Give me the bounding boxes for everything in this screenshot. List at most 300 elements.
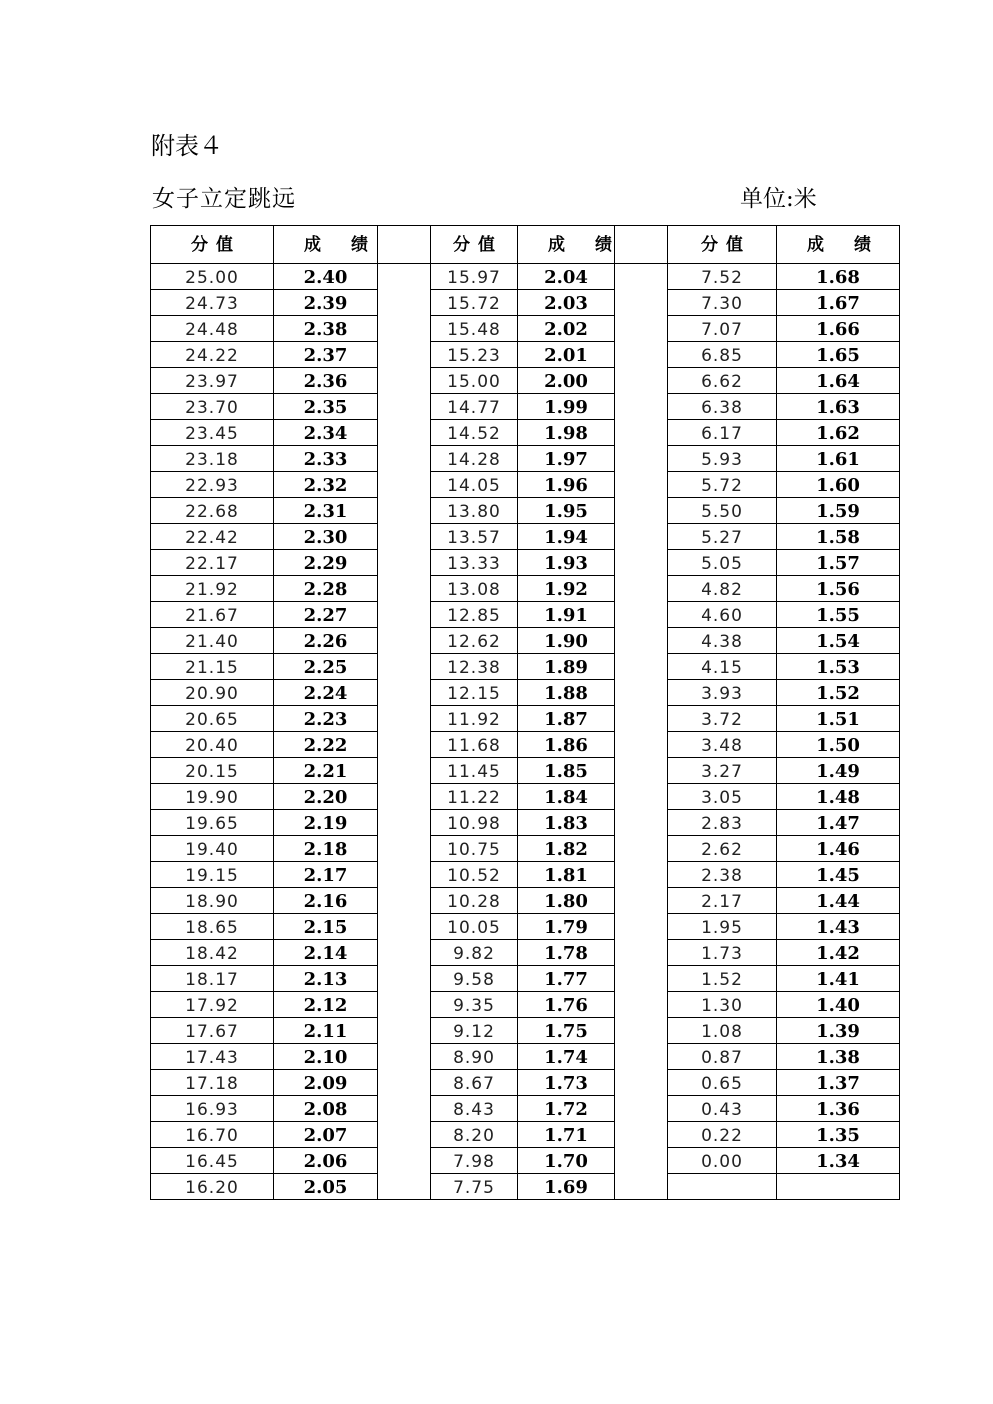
score-cell: 11.22 bbox=[431, 784, 518, 810]
result-column-header: 成绩 bbox=[274, 226, 378, 264]
score-cell: 15.72 bbox=[431, 290, 518, 316]
score-cell: 21.67 bbox=[151, 602, 274, 628]
result-cell: 1.83 bbox=[518, 810, 615, 836]
score-cell: 15.23 bbox=[431, 342, 518, 368]
score-cell: 2.62 bbox=[668, 836, 777, 862]
score-cell: 0.87 bbox=[668, 1044, 777, 1070]
column-gap bbox=[615, 1070, 668, 1096]
score-cell: 19.40 bbox=[151, 836, 274, 862]
table-row bbox=[151, 784, 900, 810]
score-cell: 3.27 bbox=[668, 758, 777, 784]
result-cell: 1.45 bbox=[777, 862, 900, 888]
result-cell: 1.40 bbox=[777, 992, 900, 1018]
score-cell: 14.77 bbox=[431, 394, 518, 420]
result-cell: 1.90 bbox=[518, 628, 615, 654]
result-cell: 1.94 bbox=[518, 524, 615, 550]
result-cell: 1.60 bbox=[777, 472, 900, 498]
score-cell: 3.48 bbox=[668, 732, 777, 758]
column-gap bbox=[615, 992, 668, 1018]
score-cell: 14.28 bbox=[431, 446, 518, 472]
score-cell: 11.68 bbox=[431, 732, 518, 758]
score-column-header: 分值 bbox=[668, 226, 777, 264]
result-cell: 2.34 bbox=[274, 420, 378, 446]
result-cell: 1.41 bbox=[777, 966, 900, 992]
column-gap bbox=[378, 290, 431, 316]
result-cell: 1.50 bbox=[777, 732, 900, 758]
result-cell: 1.61 bbox=[777, 446, 900, 472]
column-gap bbox=[615, 1122, 668, 1148]
table-row bbox=[151, 394, 900, 420]
score-cell: 23.45 bbox=[151, 420, 274, 446]
result-cell: 2.26 bbox=[274, 628, 378, 654]
column-gap bbox=[615, 602, 668, 628]
column-gap bbox=[615, 1044, 668, 1070]
score-cell: 21.15 bbox=[151, 654, 274, 680]
table-row bbox=[151, 628, 900, 654]
score-cell: 21.40 bbox=[151, 628, 274, 654]
score-cell: 8.67 bbox=[431, 1070, 518, 1096]
table-row bbox=[151, 1174, 900, 1200]
score-cell: 4.60 bbox=[668, 602, 777, 628]
score-cell: 13.08 bbox=[431, 576, 518, 602]
result-cell: 2.08 bbox=[274, 1096, 378, 1122]
result-cell: 2.02 bbox=[518, 316, 615, 342]
result-cell: 2.27 bbox=[274, 602, 378, 628]
column-gap bbox=[615, 1174, 668, 1200]
column-gap bbox=[378, 394, 431, 420]
score-cell: 1.73 bbox=[668, 940, 777, 966]
score-cell: 9.12 bbox=[431, 1018, 518, 1044]
result-cell: 1.54 bbox=[777, 628, 900, 654]
score-cell: 5.93 bbox=[668, 446, 777, 472]
column-gap bbox=[378, 1122, 431, 1148]
score-cell: 22.42 bbox=[151, 524, 274, 550]
result-cell: 2.09 bbox=[274, 1070, 378, 1096]
score-cell: 5.50 bbox=[668, 498, 777, 524]
score-cell: 5.27 bbox=[668, 524, 777, 550]
result-cell: 2.05 bbox=[274, 1174, 378, 1200]
result-cell: 1.64 bbox=[777, 368, 900, 394]
column-gap bbox=[378, 888, 431, 914]
result-cell: 1.58 bbox=[777, 524, 900, 550]
result-cell: 1.62 bbox=[777, 420, 900, 446]
column-gap bbox=[615, 316, 668, 342]
score-cell: 6.17 bbox=[668, 420, 777, 446]
table-header-row bbox=[151, 226, 900, 264]
result-cell: 1.86 bbox=[518, 732, 615, 758]
result-cell: 2.35 bbox=[274, 394, 378, 420]
table-row bbox=[151, 420, 900, 446]
table-row bbox=[151, 1096, 900, 1122]
column-gap bbox=[378, 1070, 431, 1096]
table-row bbox=[151, 966, 900, 992]
score-cell: 5.05 bbox=[668, 550, 777, 576]
result-cell: 1.66 bbox=[777, 316, 900, 342]
column-gap bbox=[378, 446, 431, 472]
column-gap bbox=[615, 264, 668, 290]
result-cell: 1.78 bbox=[518, 940, 615, 966]
result-cell: 1.51 bbox=[777, 706, 900, 732]
score-cell: 11.92 bbox=[431, 706, 518, 732]
score-cell: 7.98 bbox=[431, 1148, 518, 1174]
column-gap bbox=[378, 1148, 431, 1174]
result-cell: 2.23 bbox=[274, 706, 378, 732]
table-row bbox=[151, 680, 900, 706]
score-cell: 17.92 bbox=[151, 992, 274, 1018]
score-cell: 15.97 bbox=[431, 264, 518, 290]
score-cell: 8.90 bbox=[431, 1044, 518, 1070]
column-gap bbox=[615, 472, 668, 498]
result-cell: 2.19 bbox=[274, 810, 378, 836]
score-cell: 19.65 bbox=[151, 810, 274, 836]
result-cell: 1.57 bbox=[777, 550, 900, 576]
result-cell: 1.36 bbox=[777, 1096, 900, 1122]
result-cell: 1.74 bbox=[518, 1044, 615, 1070]
score-cell: 15.00 bbox=[431, 368, 518, 394]
result-cell: 1.48 bbox=[777, 784, 900, 810]
column-gap bbox=[615, 732, 668, 758]
column-gap bbox=[615, 810, 668, 836]
result-cell: 1.44 bbox=[777, 888, 900, 914]
column-gap bbox=[378, 810, 431, 836]
column-gap bbox=[378, 524, 431, 550]
result-cell: 2.25 bbox=[274, 654, 378, 680]
result-cell: 2.31 bbox=[274, 498, 378, 524]
score-cell: 23.70 bbox=[151, 394, 274, 420]
result-cell: 1.71 bbox=[518, 1122, 615, 1148]
score-cell: 6.38 bbox=[668, 394, 777, 420]
column-gap bbox=[378, 550, 431, 576]
column-gap bbox=[378, 914, 431, 940]
column-gap bbox=[378, 732, 431, 758]
score-cell: 18.65 bbox=[151, 914, 274, 940]
column-gap bbox=[615, 446, 668, 472]
column-gap bbox=[378, 992, 431, 1018]
score-cell: 10.28 bbox=[431, 888, 518, 914]
column-gap bbox=[615, 862, 668, 888]
table-row bbox=[151, 1148, 900, 1174]
column-gap bbox=[378, 498, 431, 524]
score-column-header: 分值 bbox=[431, 226, 518, 264]
result-cell: 1.73 bbox=[518, 1070, 615, 1096]
column-gap bbox=[378, 1044, 431, 1070]
result-cell: 1.77 bbox=[518, 966, 615, 992]
column-gap bbox=[615, 940, 668, 966]
result-cell: 2.17 bbox=[274, 862, 378, 888]
column-gap bbox=[378, 472, 431, 498]
table-row bbox=[151, 1122, 900, 1148]
column-gap bbox=[378, 862, 431, 888]
score-cell: 4.15 bbox=[668, 654, 777, 680]
score-cell: 25.00 bbox=[151, 264, 274, 290]
result-cell: 1.96 bbox=[518, 472, 615, 498]
result-cell: 2.40 bbox=[274, 264, 378, 290]
score-cell: 6.62 bbox=[668, 368, 777, 394]
table-row bbox=[151, 914, 900, 940]
score-cell: 22.17 bbox=[151, 550, 274, 576]
result-column-header: 成绩 bbox=[518, 226, 615, 264]
table-row bbox=[151, 992, 900, 1018]
result-cell: 2.14 bbox=[274, 940, 378, 966]
table-row bbox=[151, 1044, 900, 1070]
table-row bbox=[151, 654, 900, 680]
column-gap bbox=[615, 1096, 668, 1122]
result-cell: 1.79 bbox=[518, 914, 615, 940]
score-cell: 10.98 bbox=[431, 810, 518, 836]
score-cell: 1.52 bbox=[668, 966, 777, 992]
table-row bbox=[151, 264, 900, 290]
score-cell: 15.48 bbox=[431, 316, 518, 342]
score-cell: 13.33 bbox=[431, 550, 518, 576]
result-cell: 1.53 bbox=[777, 654, 900, 680]
column-gap bbox=[615, 290, 668, 316]
result-cell: 2.24 bbox=[274, 680, 378, 706]
column-gap bbox=[615, 758, 668, 784]
result-cell: 1.68 bbox=[777, 264, 900, 290]
result-cell bbox=[777, 1174, 900, 1200]
result-cell: 2.36 bbox=[274, 368, 378, 394]
result-cell: 1.67 bbox=[777, 290, 900, 316]
score-cell: 9.58 bbox=[431, 966, 518, 992]
table-row bbox=[151, 758, 900, 784]
column-gap bbox=[615, 420, 668, 446]
result-cell: 2.06 bbox=[274, 1148, 378, 1174]
result-cell: 1.35 bbox=[777, 1122, 900, 1148]
result-cell: 1.88 bbox=[518, 680, 615, 706]
result-cell: 2.30 bbox=[274, 524, 378, 550]
column-gap bbox=[615, 628, 668, 654]
result-cell: 1.97 bbox=[518, 446, 615, 472]
score-cell: 11.45 bbox=[431, 758, 518, 784]
score-cell: 1.95 bbox=[668, 914, 777, 940]
score-cell: 7.52 bbox=[668, 264, 777, 290]
result-cell: 2.18 bbox=[274, 836, 378, 862]
score-cell: 19.15 bbox=[151, 862, 274, 888]
result-cell: 1.82 bbox=[518, 836, 615, 862]
table-row bbox=[151, 810, 900, 836]
score-cell: 23.97 bbox=[151, 368, 274, 394]
column-gap bbox=[378, 602, 431, 628]
score-cell: 0.65 bbox=[668, 1070, 777, 1096]
result-cell: 1.92 bbox=[518, 576, 615, 602]
result-cell: 2.32 bbox=[274, 472, 378, 498]
result-cell: 2.03 bbox=[518, 290, 615, 316]
column-gap bbox=[378, 680, 431, 706]
result-cell: 1.59 bbox=[777, 498, 900, 524]
score-cell: 7.07 bbox=[668, 316, 777, 342]
score-cell: 20.15 bbox=[151, 758, 274, 784]
result-cell: 2.29 bbox=[274, 550, 378, 576]
table-row bbox=[151, 1018, 900, 1044]
column-gap bbox=[615, 394, 668, 420]
column-gap bbox=[378, 654, 431, 680]
result-cell: 1.38 bbox=[777, 1044, 900, 1070]
score-cell: 8.43 bbox=[431, 1096, 518, 1122]
table-row bbox=[151, 940, 900, 966]
column-gap bbox=[378, 1018, 431, 1044]
column-gap bbox=[615, 368, 668, 394]
result-cell: 1.80 bbox=[518, 888, 615, 914]
score-cell: 3.72 bbox=[668, 706, 777, 732]
result-cell: 1.39 bbox=[777, 1018, 900, 1044]
score-cell: 0.00 bbox=[668, 1148, 777, 1174]
result-cell: 1.42 bbox=[777, 940, 900, 966]
result-cell: 1.98 bbox=[518, 420, 615, 446]
score-cell: 12.85 bbox=[431, 602, 518, 628]
score-cell: 16.45 bbox=[151, 1148, 274, 1174]
result-cell: 2.21 bbox=[274, 758, 378, 784]
result-cell: 2.28 bbox=[274, 576, 378, 602]
table-row bbox=[151, 862, 900, 888]
table-row bbox=[151, 602, 900, 628]
column-gap bbox=[378, 368, 431, 394]
result-cell: 1.76 bbox=[518, 992, 615, 1018]
score-cell: 20.90 bbox=[151, 680, 274, 706]
score-cell: 17.18 bbox=[151, 1070, 274, 1096]
column-gap bbox=[378, 940, 431, 966]
score-cell: 24.22 bbox=[151, 342, 274, 368]
result-cell: 2.37 bbox=[274, 342, 378, 368]
result-cell: 1.75 bbox=[518, 1018, 615, 1044]
score-cell: 7.75 bbox=[431, 1174, 518, 1200]
column-gap bbox=[378, 576, 431, 602]
column-gap bbox=[615, 550, 668, 576]
score-cell: 17.67 bbox=[151, 1018, 274, 1044]
score-cell: 22.68 bbox=[151, 498, 274, 524]
table-row bbox=[151, 316, 900, 342]
result-cell: 1.47 bbox=[777, 810, 900, 836]
result-cell: 1.65 bbox=[777, 342, 900, 368]
score-cell: 22.93 bbox=[151, 472, 274, 498]
result-cell: 1.89 bbox=[518, 654, 615, 680]
score-cell: 8.20 bbox=[431, 1122, 518, 1148]
score-cell: 9.35 bbox=[431, 992, 518, 1018]
table-row bbox=[151, 836, 900, 862]
column-gap bbox=[615, 1148, 668, 1174]
result-cell: 1.46 bbox=[777, 836, 900, 862]
score-cell: 0.22 bbox=[668, 1122, 777, 1148]
result-cell: 1.52 bbox=[777, 680, 900, 706]
result-cell: 2.07 bbox=[274, 1122, 378, 1148]
column-gap bbox=[615, 966, 668, 992]
column-gap bbox=[378, 1174, 431, 1200]
score-cell: 21.92 bbox=[151, 576, 274, 602]
score-cell: 23.18 bbox=[151, 446, 274, 472]
result-cell: 2.16 bbox=[274, 888, 378, 914]
table-row bbox=[151, 290, 900, 316]
table-row bbox=[151, 498, 900, 524]
column-gap bbox=[615, 524, 668, 550]
result-cell: 1.56 bbox=[777, 576, 900, 602]
score-cell: 7.30 bbox=[668, 290, 777, 316]
result-column-header: 成绩 bbox=[777, 226, 900, 264]
column-gap bbox=[378, 706, 431, 732]
column-gap bbox=[615, 706, 668, 732]
table-row bbox=[151, 446, 900, 472]
score-cell: 20.40 bbox=[151, 732, 274, 758]
appendix-title: 附表４ bbox=[151, 132, 223, 160]
table-row bbox=[151, 888, 900, 914]
column-gap bbox=[615, 680, 668, 706]
result-cell: 1.63 bbox=[777, 394, 900, 420]
score-cell: 18.90 bbox=[151, 888, 274, 914]
column-gap bbox=[615, 784, 668, 810]
score-cell: 1.30 bbox=[668, 992, 777, 1018]
table-row bbox=[151, 524, 900, 550]
table-row bbox=[151, 732, 900, 758]
score-cell: 1.08 bbox=[668, 1018, 777, 1044]
score-cell: 10.52 bbox=[431, 862, 518, 888]
score-cell: 19.90 bbox=[151, 784, 274, 810]
result-cell: 2.22 bbox=[274, 732, 378, 758]
result-cell: 1.81 bbox=[518, 862, 615, 888]
column-gap bbox=[378, 628, 431, 654]
result-cell: 1.93 bbox=[518, 550, 615, 576]
result-cell: 2.00 bbox=[518, 368, 615, 394]
score-cell bbox=[668, 1174, 777, 1200]
result-cell: 1.37 bbox=[777, 1070, 900, 1096]
result-cell: 2.33 bbox=[274, 446, 378, 472]
column-gap bbox=[378, 784, 431, 810]
result-cell: 1.72 bbox=[518, 1096, 615, 1122]
table-body bbox=[151, 264, 900, 1200]
score-cell: 9.82 bbox=[431, 940, 518, 966]
score-cell: 12.15 bbox=[431, 680, 518, 706]
result-cell: 1.69 bbox=[518, 1174, 615, 1200]
score-cell: 18.17 bbox=[151, 966, 274, 992]
result-cell: 2.20 bbox=[274, 784, 378, 810]
score-cell: 24.73 bbox=[151, 290, 274, 316]
result-cell: 1.43 bbox=[777, 914, 900, 940]
column-gap bbox=[615, 576, 668, 602]
score-cell: 4.82 bbox=[668, 576, 777, 602]
score-cell: 24.48 bbox=[151, 316, 274, 342]
table-row bbox=[151, 472, 900, 498]
column-gap bbox=[615, 914, 668, 940]
score-cell: 2.17 bbox=[668, 888, 777, 914]
result-cell: 2.13 bbox=[274, 966, 378, 992]
column-gap bbox=[378, 420, 431, 446]
score-cell: 14.05 bbox=[431, 472, 518, 498]
score-cell: 16.93 bbox=[151, 1096, 274, 1122]
table-row bbox=[151, 576, 900, 602]
score-cell: 5.72 bbox=[668, 472, 777, 498]
column-gap bbox=[378, 316, 431, 342]
column-gap bbox=[378, 264, 431, 290]
result-cell: 1.84 bbox=[518, 784, 615, 810]
column-gap bbox=[615, 1018, 668, 1044]
column-gap bbox=[615, 342, 668, 368]
score-cell: 10.75 bbox=[431, 836, 518, 862]
table-row bbox=[151, 342, 900, 368]
score-cell: 6.85 bbox=[668, 342, 777, 368]
result-cell: 2.12 bbox=[274, 992, 378, 1018]
score-cell: 0.43 bbox=[668, 1096, 777, 1122]
column-gap bbox=[378, 342, 431, 368]
score-cell: 12.38 bbox=[431, 654, 518, 680]
score-cell: 16.20 bbox=[151, 1174, 274, 1200]
table-row bbox=[151, 1070, 900, 1096]
table-row bbox=[151, 550, 900, 576]
score-table bbox=[150, 225, 900, 1200]
column-gap bbox=[615, 654, 668, 680]
score-cell: 13.80 bbox=[431, 498, 518, 524]
unit-label: 单位:米 bbox=[740, 186, 817, 212]
result-cell: 2.04 bbox=[518, 264, 615, 290]
result-cell: 1.91 bbox=[518, 602, 615, 628]
result-cell: 1.34 bbox=[777, 1148, 900, 1174]
score-cell: 3.93 bbox=[668, 680, 777, 706]
